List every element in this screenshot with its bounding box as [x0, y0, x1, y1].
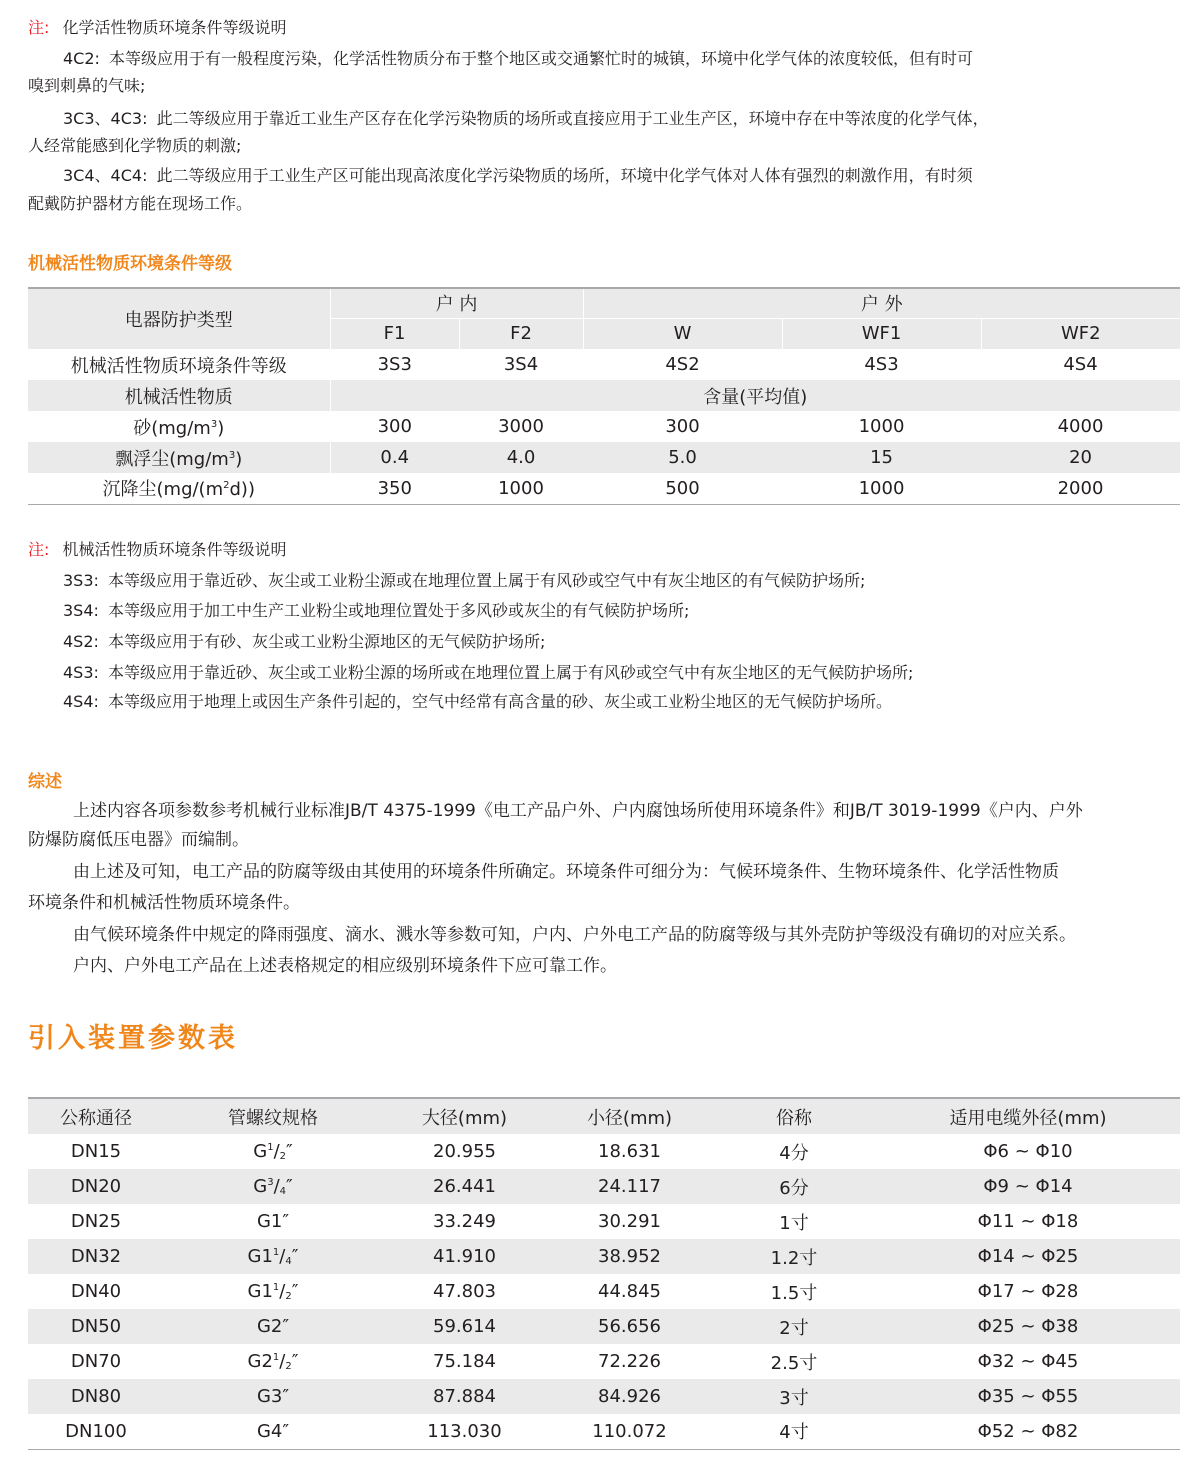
table-cell: 1000: [459, 473, 583, 504]
indoor-header: 户 内: [330, 288, 583, 318]
fraction-numerator: 1: [272, 1352, 280, 1363]
level-row: [28, 349, 1180, 380]
unit-text: 砂(mg/m: [133, 417, 211, 439]
header-nominal-diameter: 公称通径: [28, 1098, 164, 1134]
chem-note-code: 3C3、4C3:: [63, 109, 148, 128]
table-row: [28, 1239, 1180, 1274]
mech-note-code: 4S4:: [63, 692, 99, 711]
table-cell: 5.0: [668, 447, 697, 468]
table-cell: 350: [330, 473, 459, 504]
common-cell: 2.5寸: [770, 1352, 818, 1374]
thread-int: 2: [261, 1351, 273, 1372]
level-cell: 4S3: [864, 354, 899, 375]
table-cell: 4.0: [506, 447, 536, 468]
cable-cell: Φ11 ~ Φ18: [977, 1211, 1079, 1232]
level-cell: 4S2: [665, 354, 700, 375]
thread-cell: $G2^1/_2''$: [247, 1351, 299, 1372]
mech-note-4s2: [63, 632, 545, 652]
entry-table: [28, 1097, 1180, 1450]
minor-cell: 30.291: [598, 1211, 661, 1232]
mech-note-4s4: [63, 692, 892, 712]
table-row: [28, 1344, 1180, 1379]
thread-text: G: [253, 1176, 268, 1197]
common-cell: 1.2寸: [770, 1247, 818, 1269]
minor-cell: 84.926: [598, 1386, 661, 1407]
table-cell: 4000: [1057, 416, 1104, 437]
inch-mark: ″: [286, 1141, 293, 1162]
fraction-denominator: 4: [279, 1186, 287, 1197]
table-cell: 3000: [498, 416, 544, 437]
table-row: [28, 1204, 1180, 1239]
summary-p2-line1: 由上述及可知，电工产品的防腐等级由其使用的环境条件所确定。环境条件可细分为：气候环境条件、生物环境条件、化学活性物质: [73, 862, 1059, 882]
common-cell: 4分: [779, 1142, 809, 1164]
thread-cell: $G^3/_4''$: [253, 1176, 293, 1197]
chem-note-4c4-line1: [63, 166, 973, 186]
table-row: [28, 1309, 1180, 1344]
chem-notes-heading-line: [28, 18, 287, 38]
mech-note-4s3: [63, 663, 913, 683]
table-row: [28, 411, 1180, 442]
thread-cell: $G1^1/_2''$: [247, 1281, 299, 1302]
col-header-wf2: WF2: [981, 318, 1180, 349]
dn-cell: DN15: [70, 1141, 122, 1162]
entry-table-title: 引入装置参数表: [28, 1023, 238, 1054]
minor-cell: 38.952: [598, 1246, 661, 1267]
minor-cell: 110.072: [547, 1414, 712, 1449]
dn-cell: DN40: [70, 1281, 122, 1302]
table-cell: 300: [665, 416, 700, 437]
unit-text: ): [217, 417, 225, 439]
level-cell: 3S4: [503, 354, 539, 375]
thread-text: G: [253, 1141, 268, 1162]
dn-cell: DN80: [70, 1386, 122, 1407]
mech-note-text: 本等级应用于加工中生产工业粉尘或地理位置处于多风砂或灰尘的有气候防护场所;: [108, 601, 690, 620]
mech-note-code: 4S3:: [63, 663, 99, 682]
header-cable-diameter: 适用电缆外径(mm): [876, 1098, 1180, 1134]
substance-label: 机械活性物质: [28, 380, 330, 411]
major-cell: 59.614: [433, 1316, 496, 1337]
table-row: [28, 442, 1180, 473]
table-row: [28, 1274, 1180, 1309]
chem-note-4c3-line2: 人经常能感到化学物质的刺激;: [28, 136, 242, 155]
table-row: [28, 473, 1180, 504]
table-cell: 300: [377, 416, 412, 437]
minor-cell: 56.656: [598, 1316, 661, 1337]
table-cell: 20: [1069, 447, 1092, 468]
fraction-numerator: 1: [272, 1282, 280, 1293]
inch-mark: ″: [286, 1176, 293, 1197]
mech-note-text: 本等级应用于有砂、灰尘或工业粉尘源地区的无气候防护场所;: [108, 632, 546, 651]
table-cell: 500: [583, 473, 782, 504]
table-cell: 15: [870, 447, 893, 468]
mech-note-text: 本等级应用于靠近砂、灰尘或工业粉尘源的场所或在地理位置上属于有风砂或空气中有灰尘地区的无气候防护场所;: [108, 663, 914, 682]
mech-note-3s3: [63, 571, 865, 591]
cable-cell: Φ25 ~ Φ38: [977, 1316, 1079, 1337]
thread-int: 1: [261, 1281, 273, 1302]
chem-note-4c3-line1: [63, 109, 989, 129]
fraction-denominator: 2: [285, 1361, 292, 1372]
common-cell: 3寸: [779, 1387, 809, 1409]
table-cell: 0.4: [380, 447, 410, 468]
mech-note-heading: 机械活性物质环境条件等级说明: [62, 540, 287, 559]
summary-p2-line2: 环境条件和机械活性物质环境条件。: [28, 893, 300, 913]
header-common-name: 俗称: [712, 1098, 876, 1134]
cable-cell: Φ35 ~ Φ55: [977, 1386, 1079, 1407]
major-cell: 33.249: [433, 1211, 496, 1232]
thread-text: G: [247, 1351, 262, 1372]
cable-cell: Φ9 ~ Φ14: [983, 1176, 1073, 1197]
summary-p4: 户内、户外电工产品在上述表格规定的相应级别环境条件下应可靠工作。: [73, 956, 617, 976]
unit-superscript: 3: [228, 449, 236, 461]
mech-note-label: 注:: [28, 540, 50, 559]
mech-notes-heading-line: [28, 540, 287, 560]
fraction-numerator: 1: [267, 1142, 274, 1153]
substance-name: [28, 473, 330, 504]
common-cell: 6分: [779, 1177, 809, 1199]
common-cell: 1寸: [779, 1212, 809, 1234]
chem-note-code: 4C2:: [63, 49, 100, 68]
cable-cell: Φ52 ~ Φ82: [876, 1414, 1180, 1449]
col-header-w: W: [583, 318, 782, 349]
minor-cell: 44.845: [598, 1281, 661, 1302]
dn-cell: DN100: [28, 1414, 164, 1449]
major-cell: 41.910: [433, 1246, 496, 1267]
major-cell: 87.884: [433, 1386, 496, 1407]
fraction-denominator: 2: [279, 1151, 287, 1162]
level-cell: 3S3: [377, 354, 412, 375]
mech-note-text: 本等级应用于地理上或因生产条件引起的，空气中经常有高含量的砂、灰尘或工业粉尘地区的无气候防护场所。: [108, 692, 893, 711]
dn-cell: DN20: [70, 1176, 122, 1197]
unit-text: 沉降尘(mg/(m: [102, 479, 224, 501]
content-label: 含量(平均值): [330, 380, 1180, 411]
table-row: [28, 1414, 1180, 1449]
minor-cell: 24.117: [598, 1176, 661, 1197]
level-cell: 4S4: [1063, 354, 1098, 375]
mech-note-3s4: [63, 601, 689, 621]
thread-text: G: [247, 1246, 262, 1267]
minor-cell: 18.631: [598, 1141, 661, 1162]
thread-cell: $G1^1/_4''$: [247, 1246, 299, 1267]
header-thread-spec: 管螺纹规格: [164, 1098, 382, 1134]
thread-cell: G3″: [256, 1386, 290, 1407]
unit-text: 飘浮尘(mg/m: [115, 448, 229, 470]
chem-note-label: 注:: [28, 18, 50, 37]
header-minor-diameter: 小径(mm): [547, 1098, 712, 1134]
level-row-label: 机械活性物质环境条件等级: [28, 349, 330, 380]
unit-superscript: 3: [210, 418, 218, 430]
substance-name: [28, 442, 330, 473]
thread-cell: $G^1/_2''$: [253, 1141, 293, 1162]
outdoor-header: 户 外: [583, 288, 1180, 318]
header-major-diameter: 大径(mm): [382, 1098, 547, 1134]
mech-table: [28, 287, 1180, 505]
inch-mark: ″: [291, 1351, 299, 1372]
thread-cell: G2″: [256, 1316, 290, 1337]
chem-note-4c2-line2: 嗅到刺鼻的气味;: [28, 76, 146, 95]
summary-p1-line1: 上述内容各项参数参考机械行业标准JB/T 4375-1999《电工产品户外、户内腐蚀场所使用环境条件》和JB/T 3019-1999《户内、户外: [73, 801, 1083, 821]
col-header-f2: F2: [459, 318, 583, 349]
dn-cell: DN50: [70, 1316, 122, 1337]
table-row: [28, 1134, 1180, 1169]
mech-note-text: 本等级应用于靠近砂、灰尘或工业粉尘源或在地理位置上属于有风砂或空气中有灰尘地区的有气候防护场所;: [108, 571, 866, 590]
table-cell: 2000: [981, 473, 1180, 504]
mech-note-code: 3S4:: [63, 601, 99, 620]
entry-table-header: [28, 1098, 1180, 1134]
dn-cell: DN70: [70, 1351, 122, 1372]
inch-mark: ″: [291, 1246, 299, 1267]
common-cell: 4寸: [712, 1414, 876, 1449]
summary-title: 综述: [28, 772, 62, 792]
unit-text: ): [235, 448, 243, 470]
major-cell: 20.955: [433, 1141, 496, 1162]
mech-note-code: 3S3:: [63, 571, 99, 590]
major-cell: 113.030: [382, 1414, 547, 1449]
chem-note-text: 本等级应用于有一般程度污染，化学活性物质分布于整个地区或交通繁忙时的城镇，环境中化学气体的浓度较低，但有时可: [109, 49, 974, 68]
substance-name: [28, 411, 330, 442]
table-cell: 1000: [782, 473, 981, 504]
fraction-denominator: 4: [285, 1256, 292, 1267]
unit-superscript: 2: [223, 480, 230, 492]
chem-note-heading: 化学活性物质环境条件等级说明: [62, 18, 287, 37]
chem-note-4c4-line2: 配戴防护器材方能在现场工作。: [28, 194, 253, 213]
major-cell: 75.184: [433, 1351, 496, 1372]
cable-cell: Φ32 ~ Φ45: [977, 1351, 1079, 1372]
major-cell: 47.803: [433, 1281, 496, 1302]
chem-note-text: 此二等级应用于工业生产区可能出现高浓度化学污染物质的场所，环境中化学气体对人体有强烈的刺激作用，有时须: [156, 166, 973, 185]
cable-cell: Φ6 ~ Φ10: [983, 1141, 1073, 1162]
dn-cell: DN32: [70, 1246, 122, 1267]
common-cell: 1.5寸: [770, 1282, 818, 1304]
protection-type-header: 电器防护类型: [28, 288, 330, 349]
chem-note-code: 3C4、4C4:: [63, 166, 148, 185]
cable-cell: Φ17 ~ Φ28: [977, 1281, 1079, 1302]
summary-p1-line2: 防爆防腐低压电器》而编制。: [28, 830, 249, 850]
mech-note-code: 4S2:: [63, 632, 99, 651]
common-cell: 2寸: [779, 1317, 809, 1339]
col-header-f1: F1: [330, 318, 459, 349]
dn-cell: DN25: [70, 1211, 122, 1232]
summary-p3: 由气候环境条件中规定的降雨强度、滴水、溅水等参数可知，户内、户外电工产品的防腐等级与其外壳防护等级没有确切的对应关系。: [73, 925, 1076, 945]
unit-text: d)): [229, 479, 255, 501]
col-header-wf1: WF1: [782, 318, 981, 349]
minor-cell: 72.226: [598, 1351, 661, 1372]
table-row: [28, 1379, 1180, 1414]
thread-cell: G1″: [256, 1211, 290, 1232]
table-cell: 1000: [858, 416, 905, 437]
inch-mark: ″: [291, 1281, 299, 1302]
thread-int: 1: [261, 1246, 273, 1267]
mech-table-title: 机械活性物质环境条件等级: [28, 254, 232, 274]
chem-note-text: 此二等级应用于靠近工业生产区存在化学污染物质的场所或直接应用于工业生产区，环境中存在中等浓度的化学气体，: [156, 109, 989, 128]
cable-cell: Φ14 ~ Φ25: [977, 1246, 1079, 1267]
table-row: [28, 1169, 1180, 1204]
major-cell: 26.441: [433, 1176, 496, 1197]
fraction-numerator: 1: [272, 1247, 280, 1258]
thread-text: G: [247, 1281, 262, 1302]
thread-cell: G4″: [164, 1414, 382, 1449]
fraction-numerator: 3: [267, 1177, 274, 1188]
fraction-denominator: 2: [285, 1291, 292, 1302]
chem-note-4c2-line1: [63, 49, 973, 69]
